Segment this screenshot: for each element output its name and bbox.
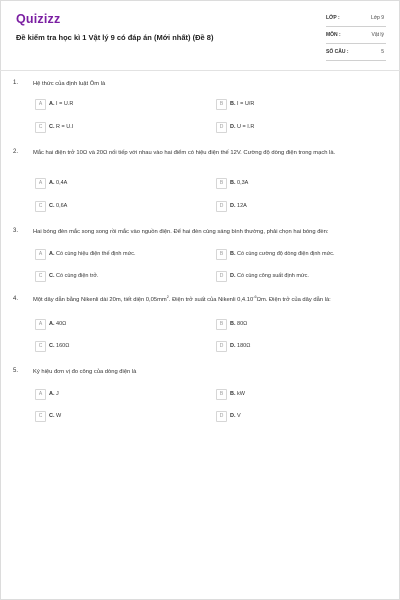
question-number: 5. [13,368,19,374]
meta-label-subject: MÔN : [326,32,341,38]
option-c[interactable] [35,201,195,213]
option-letter-box: C [35,122,46,133]
meta-row-class [326,12,386,27]
option-b[interactable] [216,319,376,331]
option-text: B. Có cùng cường độ dòng điện định mức. [230,251,335,257]
option-letter-box: B [216,249,227,260]
option-text: A. I = U.R [49,101,74,107]
option-letter-box: D [216,411,227,422]
option-letter-box: B [216,178,227,189]
option-letter-box: C [35,341,46,352]
option-letter-box: A [35,178,46,189]
option-a[interactable] [35,99,195,111]
option-letter-box: A [35,389,46,400]
question-text: Mắc hai điện trở 10Ω và 20Ω nối tiếp với nhau vào hai điểm có hiệu điện thế 12V. Cường độ dòng điện trong mạch là. [33,150,336,156]
option-text: B. I = U/R [230,101,255,107]
option-text: C. 0,6A [49,203,68,209]
option-d[interactable] [216,201,376,213]
option-letter-box: B [216,319,227,330]
option-c[interactable] [35,122,195,134]
option-d[interactable] [216,341,376,353]
option-d[interactable] [216,271,386,283]
option-c[interactable] [35,271,205,283]
option-letter-box: B [216,99,227,110]
question-number: 4. [13,296,19,302]
option-text: D. 12A [230,203,247,209]
option-a[interactable] [35,249,205,261]
option-letter-box: C [35,271,46,282]
option-text: D. Có cùng công suất định mức. [230,273,309,279]
option-text: C. W [49,413,62,419]
option-letter-box: A [35,99,46,110]
option-d[interactable] [216,411,376,423]
option-text: D. V [230,413,241,419]
meta-row-count [326,46,386,61]
option-b[interactable] [216,99,376,111]
option-text: C. Có cùng điện trở. [49,273,99,279]
option-text: B. kW [230,391,245,397]
meta-value-count: 5 [381,49,384,55]
option-letter-box: D [216,122,227,133]
option-a[interactable] [35,389,195,401]
question-text: Hệ thức của định luật Ôm là [33,81,106,87]
option-text: B. 0,3A [230,180,249,186]
option-b[interactable] [216,389,376,401]
option-c[interactable] [35,341,195,353]
quizizz-logo: Quizizz [16,12,61,26]
option-letter-box: C [35,411,46,422]
meta-value-subject: Vật lý [371,32,384,38]
option-b[interactable] [216,249,386,261]
question-text: Ký hiệu đơn vị đo công của dòng điện là [33,369,137,375]
option-text: A. J [49,391,59,397]
meta-value-class: Lớp 9 [370,15,384,21]
worksheet-header [16,12,386,70]
option-letter-box: A [35,319,46,330]
option-letter-box: D [216,271,227,282]
meta-label-count: SỐ CÂU : [326,49,349,55]
worksheet-title: Đề kiểm tra học kì 1 Vật lý 9 có đáp án (Mới nhất) (Đề 8) [16,33,214,42]
option-text: B. 80Ω [230,321,248,327]
question-text: Hai bóng đèn mắc song song rồi mắc vào nguồn điện. Để hai đèn cùng sáng bình thường, phải chọn hai bóng đèn: [33,229,329,235]
option-letter-box: A [35,249,46,260]
option-letter-box: D [216,201,227,212]
question-number: 3. [13,228,19,234]
option-text: C. R = U.I [49,124,74,130]
meta-box [326,12,386,63]
option-letter-box: D [216,341,227,352]
option-a[interactable] [35,319,195,331]
option-b[interactable] [216,178,376,190]
option-text: A. Có cùng hiệu điện thế định mức. [49,251,136,257]
question-number: 2. [13,149,19,155]
option-d[interactable] [216,122,376,134]
meta-row-subject [326,29,386,44]
question-text: Một dây dẫn bằng Nikenli dài 20m, tiết diện $0,05mm^2$. Điện trở suất của Nikenli $0,4.10^{-6}\Omega m$. Điện trở của dây dẫn là: [33,295,331,303]
option-c[interactable] [35,411,195,423]
option-letter-box: B [216,389,227,400]
option-letter-box: C [35,201,46,212]
question-number: 1. [13,80,19,86]
meta-label-class: LỚP : [326,15,340,21]
option-text: C. 160Ω [49,343,70,349]
option-text: A. 40Ω [49,321,67,327]
header-divider [0,70,400,71]
option-text: D. 180Ω [230,343,251,349]
option-text: D. U = I.R [230,124,255,130]
option-a[interactable] [35,178,195,190]
option-text: A. 0,4A [49,180,68,186]
